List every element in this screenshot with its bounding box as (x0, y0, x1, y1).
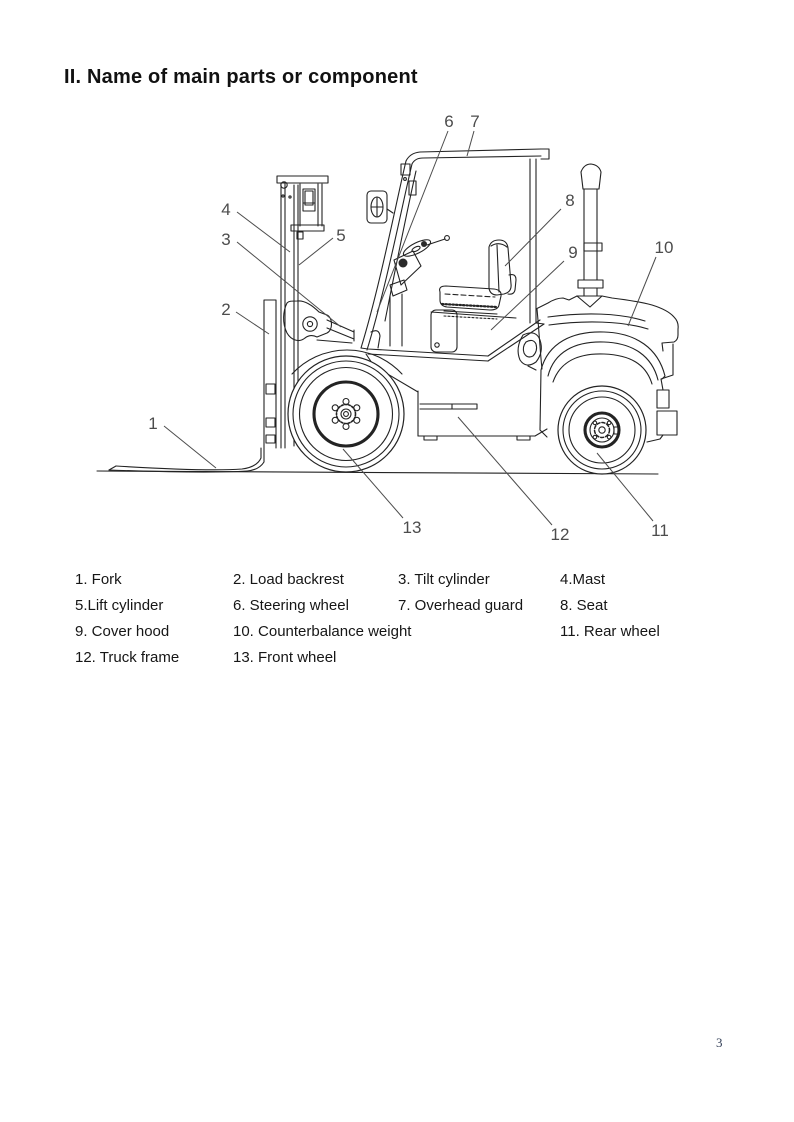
legend-item-7: 7. Overhead guard (398, 597, 524, 614)
callout-number-8: 8 (565, 191, 575, 210)
legend-row (75, 645, 740, 671)
callout-number-12: 12 (550, 525, 570, 544)
callout-number-7: 7 (470, 112, 480, 131)
callout-number-10: 10 (654, 238, 674, 257)
callout-leader-9 (491, 261, 564, 330)
legend-row (75, 593, 740, 619)
callout-leader-4 (237, 212, 290, 252)
legend-item-13: 13. Front wheel (233, 649, 337, 666)
callout-number-1: 1 (148, 414, 158, 433)
callout-number-13: 13 (402, 518, 422, 537)
legend-item-1: 1. Fork (75, 571, 122, 588)
lift-cylinder-head-bracket (291, 184, 324, 239)
fork (109, 448, 264, 472)
callout-leader-8 (505, 209, 561, 266)
callout-number-5: 5 (336, 226, 346, 245)
callout-number-2: 2 (221, 300, 231, 319)
load-backrest (264, 300, 276, 448)
legend-item-12: 12. Truck frame (75, 649, 180, 666)
callout-leader-12 (458, 417, 552, 525)
callout-leader-3 (237, 242, 341, 327)
page-number: 3 (716, 1035, 723, 1050)
legend-item-4: 4.Mast (560, 571, 606, 588)
exhaust-stack (577, 164, 603, 307)
forklift-drawing-svg (80, 103, 692, 555)
callout-number-9: 9 (568, 243, 578, 262)
callout-leader-7 (467, 131, 474, 156)
front-wheel (288, 356, 404, 472)
callout-number-11: 11 (651, 521, 669, 540)
legend-item-9: 9. Cover hood (75, 623, 170, 640)
callout-layer (148, 112, 673, 544)
grab-handle (518, 333, 541, 370)
callout-number-4: 4 (221, 200, 231, 219)
legend-item-11: 11. Rear wheel (560, 623, 660, 640)
rear-wheel (558, 386, 646, 474)
callout-leader-10 (628, 257, 656, 326)
cab-floor (361, 320, 544, 366)
parts-legend (75, 567, 740, 671)
forklift-diagram (80, 103, 692, 555)
legend-item-5: 5.Lift cylinder (75, 597, 164, 614)
legend-item-2: 2. Load backrest (233, 571, 344, 588)
callout-leader-5 (299, 238, 333, 265)
callout-leader-1 (164, 426, 216, 468)
callout-number-3: 3 (221, 230, 231, 249)
legend-item-3: 3. Tilt cylinder (398, 571, 490, 588)
rear-view-mirror (367, 191, 393, 223)
legend-item-10: 10. Counterbalance weight (233, 623, 412, 640)
callout-leader-6 (377, 131, 448, 312)
legend-item-8: 8. Seat (560, 597, 608, 614)
callout-number-6: 6 (444, 112, 454, 131)
seat (431, 240, 516, 352)
legend-item-6: 6. Steering wheel (233, 597, 349, 614)
page-title: II. Name of main parts or component (64, 66, 418, 88)
legend-row (75, 567, 740, 593)
legend-row (75, 619, 740, 645)
